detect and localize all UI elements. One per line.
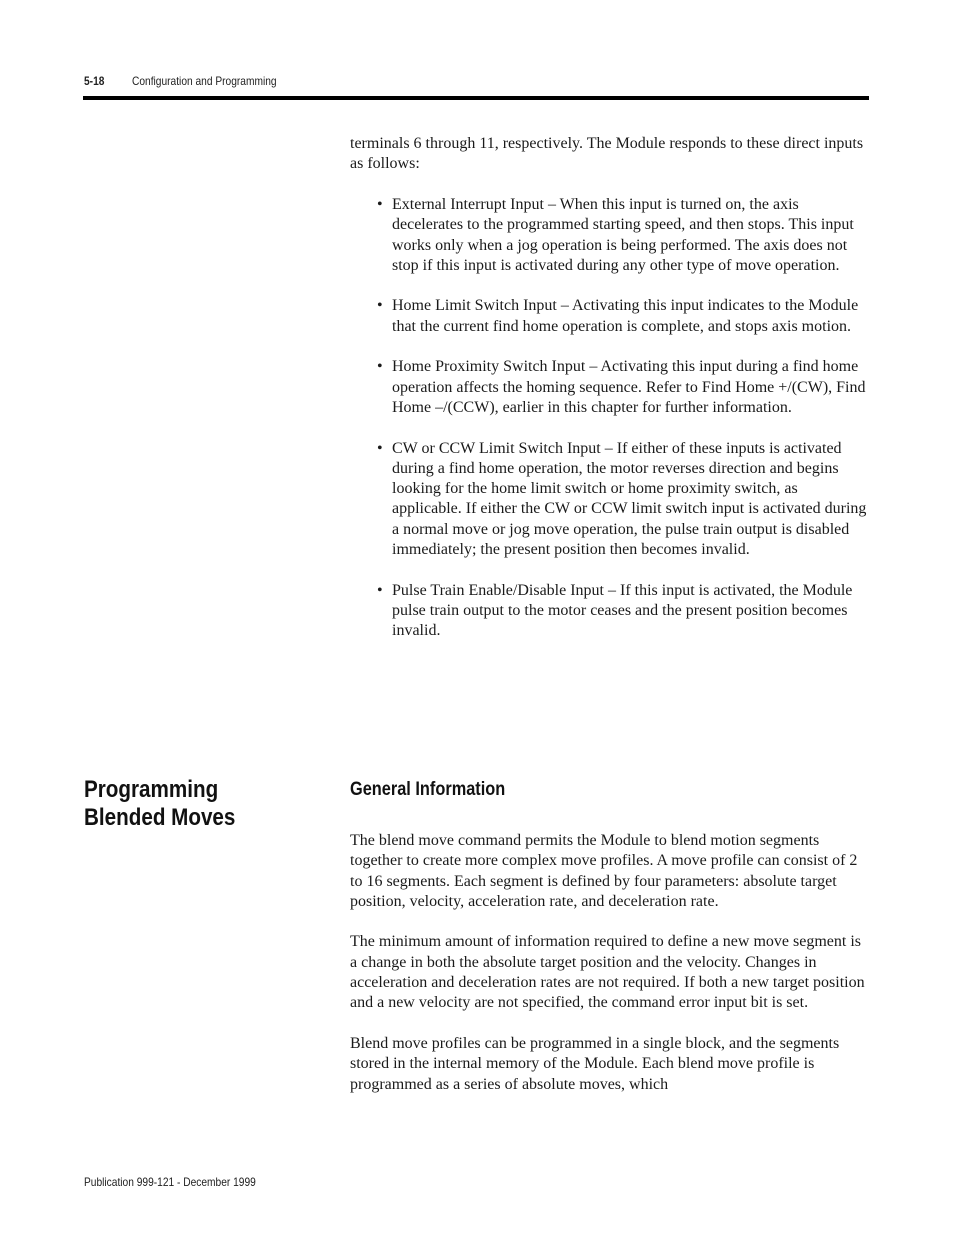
- chapter-title: Configuration and Programming: [132, 74, 277, 88]
- list-item-text: Home Limit Switch Input – Activating this input indicates to the Module that the current find home operation is complete, and stops axis motion.: [392, 297, 859, 335]
- list-item: [350, 195, 870, 276]
- page-number: 5-18: [84, 74, 105, 88]
- list-item-text: CW or CCW Limit Switch Input – If either of these inputs is activated during a find home operation, the motor reverses direction and begins looking for the home limit switch or home proximity switch, as applicable. If either the CW or CCW limit switch input is activated during a normal move or jog move operation, the pulse train output is disabled immediately; the present position then becomes invalid.: [392, 439, 867, 559]
- list-item: [350, 439, 870, 561]
- bullet-icon: •: [377, 196, 383, 213]
- header-rule: [83, 96, 869, 100]
- list-item-text: External Interrupt Input – When this input is turned on, the axis decelerates to the programmed starting speed, and then stops. This input works only when a jog operation is being performed. The axis does not stop if this input is activated during any other type of move operation.: [392, 196, 854, 274]
- list-item-text: Home Proximity Switch Input – Activating this input during a find home operation affects the homing sequence. Refer to Find Home +/(CW), Find Home –/(CCW), earlier in this chapter for further information.: [392, 358, 866, 416]
- bullet-icon: •: [377, 581, 383, 599]
- bullet-icon: •: [377, 358, 383, 376]
- page-footer: Publication 999-121 - December 1999: [84, 1175, 256, 1189]
- section-body: [350, 831, 870, 1115]
- intro-paragraph: terminals 6 through 11, respectively. The Module responds to these direct inputs as follows:: [350, 135, 864, 173]
- list-item: [350, 296, 870, 337]
- subsection-heading: General Information: [350, 779, 506, 800]
- section-heading: Programming Blended Moves: [84, 776, 236, 831]
- direct-inputs-list: [350, 195, 870, 662]
- body-paragraph: The blend move command permits the Module to blend motion segments together to create more complex move profiles. A move profile can consist of 2 to 16 segments. Each segment is defined by four parameters: absolute target position, velocity, acceleration rate, and deceleration rate.: [350, 832, 858, 910]
- bullet-icon: •: [377, 297, 383, 315]
- body-paragraph: Blend move profiles can be programmed in a single block, and the segments stored in the internal memory of the Module. Each blend move profile is programmed as a series of absolute moves, which: [350, 1034, 840, 1093]
- list-item-text: Pulse Train Enable/Disable Input – If this input is activated, the Module pulse train output to the motor ceases and the present position becomes invalid.: [392, 581, 853, 640]
- bullet-icon: •: [377, 439, 383, 457]
- body-paragraph: The minimum amount of information required to define a new move segment is a change in both the absolute target position and the velocity. Changes in acceleration and deceleration rates are not required. If both a new target position and a new velocity are not specified, the command error input bit is set.: [350, 933, 865, 1012]
- list-item: [350, 581, 870, 642]
- page-header: [84, 72, 869, 92]
- list-item: [350, 357, 870, 418]
